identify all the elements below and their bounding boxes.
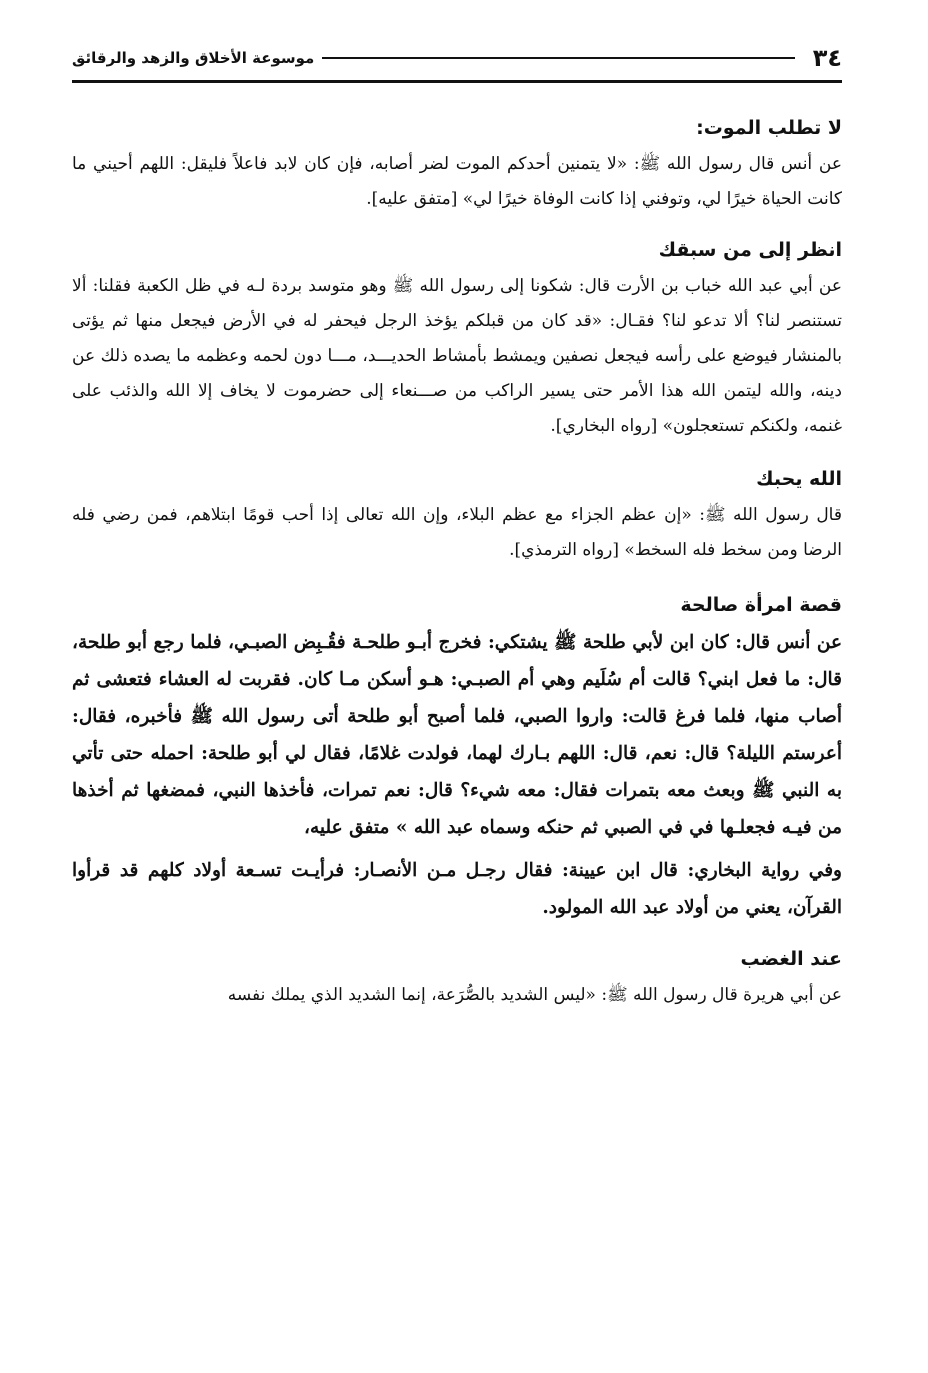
section-title: عند الغضب: [740, 948, 842, 970]
paragraph: وفي رواية البخاري: قال ابن عيينة: فقال رجـل مـن الأنصـار: فرأيـت تسـعة أولاد كلهم قد قرأوا القرآن، يعني من أولاد عبد الله المولود.: [72, 860, 842, 918]
paragraph: قال رسول الله ﷺ: «إن عظم الجزاء مع عظم البلاء، وإن الله تعالى إذا أحب قومًا ابتلاهم، فمن رضي فله الرضا ومن سخط فله السخط» [رواه الترمذي].: [72, 505, 842, 560]
section-title: قصة امرأة صالحة: [680, 594, 842, 616]
paragraph: عن أبي هريرة قال رسول الله ﷺ: «ليس الشديد بالصُّرَعة، إنما الشديد الذي يملك نفسه: [227, 985, 842, 1005]
page-number: ٣٤: [812, 44, 842, 72]
section-at-anger: [72, 948, 842, 1013]
section-allah-loves-you: [72, 468, 842, 568]
running-header: [72, 38, 842, 83]
section-title: انظر إلى من سبقك: [658, 239, 842, 261]
section-look-at-predecessors: [72, 239, 842, 444]
book-title: موسوعة الأخلاق والزهد والرقائق: [72, 49, 315, 67]
section-title: الله يحبك: [756, 468, 842, 490]
section-title: لا تطلب الموت:: [696, 117, 842, 139]
paragraph: عن أبي عبد الله خباب بن الأرت قال: شكونا إلى رسول الله ﷺ وهو متوسد بردة لـه في ظل الكعبة فقلنا: ألا تستنصر لنا؟ ألا تدعو لنا؟ فقـال: «قد كان من قبلكم يؤخذ الرجل فيحفر له في الأرض فيجعل منها ثم يؤتى بالمنشار فيوضع على رأسه فيجعل نصفين ويمشط بأمشاط الحديـــد، مـــا دون لحمه وعظمه ما يصده ذلك عن دينه، والله ليتمن الله هذا الأمر حتى يسير الراكب من صـــنعاء إلى حضرموت لا يخاف إلا الله والذئب على غنمه، ولكنكم تستعجلون» [رواه البخاري].: [72, 276, 842, 436]
paragraph: عن أنس قال: كان ابن لأبي طلحة ﷺ يشتكي: فخرج أبـو طلحـة فقُـبِض الصبـي، فلما رجع أبو طلحة، قال: ما فعل ابني؟ قالت أم سُلَيم وهي أم الصبـي: هـو أسكن مـا كان. فقربت له العشاء فتعشى ثم أصاب منها، فلما فرغ قالت: واروا الصبي، فلما أصبح أبو طلحة أتى رسول الله ﷺ فأخبره، فقال: أعرستم الليلة؟ قال: نعم، قال: اللهم بـارك لهما، فولدت غلامًا، فقال لي أبو طلحة: احمله حتى تأتي به النبي ﷺ وبعث معه بتمرات فقال: معه شيء؟ قال: نعم تمرات، فأخذها النبي، فمضغها ثم أخذها من فيـه فجعلـها في في الصبي ثم حنكه وسماه عبد الله » متفق عليه،: [72, 632, 842, 838]
header-rule: [322, 57, 794, 59]
paragraph: عن أنس قال رسول الله ﷺ: «لا يتمنين أحدكم الموت لضر أصابه، فإن كان لابد فاعلاً فليقل: اللهم أحيني ما كانت الحياة خيرًا لي، وتوفني إذا كانت الوفاة خيرًا لي» [متفق عليه].: [72, 154, 843, 209]
page: [72, 38, 842, 1013]
section-righteous-woman-story: [72, 594, 842, 926]
section-do-not-wish-death: [72, 117, 842, 217]
